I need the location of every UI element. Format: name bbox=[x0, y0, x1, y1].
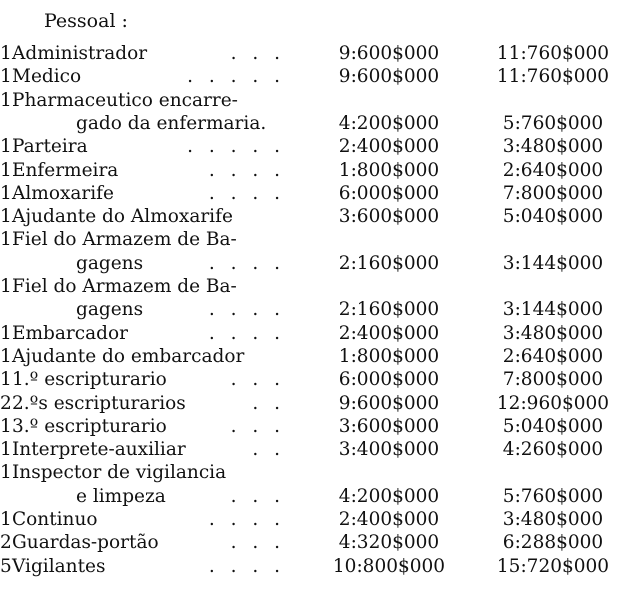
dot-leader: . . bbox=[252, 393, 280, 414]
quantity: 1 bbox=[0, 346, 12, 367]
position-description bbox=[12, 346, 280, 368]
proposed-salary: 7:800$000 bbox=[502, 369, 604, 390]
proposed-salary: 11:760$000 bbox=[496, 66, 610, 87]
position-description bbox=[12, 509, 280, 531]
proposed-salary: 3:480$000 bbox=[502, 136, 604, 157]
position-description bbox=[12, 299, 280, 321]
proposed-salary: 5:040$000 bbox=[502, 416, 604, 437]
position-label: Administrador bbox=[12, 43, 148, 64]
quantity: 1 bbox=[0, 323, 12, 344]
dot-leader bbox=[244, 346, 280, 368]
position-description bbox=[12, 253, 280, 275]
position-label: gagens bbox=[76, 299, 144, 320]
current-salary: 3:600$000 bbox=[338, 206, 440, 227]
quantity: 5 bbox=[0, 556, 12, 577]
dot-leader: . . . bbox=[230, 369, 280, 390]
current-salary: 1:800$000 bbox=[338, 346, 440, 367]
position-label: Enfermeira bbox=[12, 160, 119, 181]
position-description bbox=[12, 160, 280, 182]
current-salary: 2:160$000 bbox=[338, 253, 440, 274]
dot-leader bbox=[233, 206, 280, 228]
quantity: 1 bbox=[0, 90, 12, 111]
current-salary: 3:400$000 bbox=[338, 439, 440, 460]
proposed-salary: 3:144$000 bbox=[502, 299, 604, 320]
dot-leader: . . . . bbox=[208, 253, 280, 274]
current-salary: 9:600$000 bbox=[338, 66, 440, 87]
position-label: Inspector de vigilancia bbox=[12, 462, 227, 483]
position-description bbox=[12, 439, 280, 461]
quantity: 2 bbox=[0, 393, 12, 414]
current-salary: 2:400$000 bbox=[338, 509, 440, 530]
dot-leader: . . bbox=[252, 439, 280, 460]
proposed-salary: 3:144$000 bbox=[502, 253, 604, 274]
proposed-salary: 15:720$000 bbox=[496, 556, 610, 577]
position-description bbox=[12, 323, 280, 345]
proposed-salary: 11:760$000 bbox=[496, 43, 610, 64]
current-salary: 4:200$000 bbox=[338, 486, 440, 507]
dot-leader bbox=[226, 462, 280, 484]
proposed-salary: 2:640$000 bbox=[502, 346, 604, 367]
position-description bbox=[12, 462, 280, 484]
dot-leader: . . . . bbox=[208, 299, 280, 320]
current-salary: 3:600$000 bbox=[338, 416, 440, 437]
position-description bbox=[12, 486, 280, 508]
position-description bbox=[12, 416, 280, 438]
position-label: Almoxarife bbox=[12, 183, 114, 204]
position-label: Pharmaceutico encarre- bbox=[12, 90, 238, 111]
position-label: Medico bbox=[12, 66, 82, 87]
current-salary: 2:400$000 bbox=[338, 323, 440, 344]
proposed-salary: 12:960$000 bbox=[496, 393, 610, 414]
quantity: 1 bbox=[0, 439, 12, 460]
position-label: gagens bbox=[76, 253, 144, 274]
proposed-salary: 4:260$000 bbox=[502, 439, 604, 460]
quantity: 1 bbox=[0, 416, 12, 437]
quantity: 1 bbox=[0, 183, 12, 204]
quantity: 1 bbox=[0, 509, 12, 530]
position-description bbox=[12, 113, 280, 135]
position-label: Continuo bbox=[12, 509, 98, 530]
position-description bbox=[12, 276, 280, 298]
current-salary: 10:800$000 bbox=[332, 556, 446, 577]
dot-leader bbox=[237, 229, 280, 251]
proposed-salary: 5:760$000 bbox=[502, 113, 604, 134]
proposed-salary: 3:480$000 bbox=[502, 323, 604, 344]
position-label: Ajudante do embarcador bbox=[12, 346, 245, 367]
current-salary: 2:400$000 bbox=[338, 136, 440, 157]
quantity: 1 bbox=[0, 136, 12, 157]
dot-leader: . . . . bbox=[208, 160, 280, 181]
dot-leader bbox=[238, 90, 280, 112]
dot-leader: . . . . bbox=[208, 323, 280, 344]
current-salary: 9:600$000 bbox=[338, 43, 440, 64]
position-description bbox=[12, 183, 280, 205]
dot-leader: . . . bbox=[230, 416, 280, 437]
position-label: Embarcador bbox=[12, 323, 128, 344]
position-label: Fiel do Armazem de Ba- bbox=[12, 229, 237, 250]
dot-leader bbox=[237, 276, 280, 298]
current-salary: 4:200$000 bbox=[338, 113, 440, 134]
position-description bbox=[12, 369, 280, 391]
dot-leader: . . . . bbox=[208, 509, 280, 530]
position-label: 3.º escripturario bbox=[12, 416, 167, 437]
position-description bbox=[12, 206, 280, 228]
current-salary: 6:000$000 bbox=[338, 369, 440, 390]
position-description bbox=[12, 532, 280, 554]
quantity: 1 bbox=[0, 160, 12, 181]
dot-leader: . . . . . bbox=[187, 66, 280, 87]
dot-leader: . . . . . bbox=[187, 136, 280, 157]
current-salary: 9:600$000 bbox=[338, 393, 440, 414]
position-label: Guardas-portão bbox=[12, 532, 159, 553]
proposed-salary: 3:480$000 bbox=[502, 509, 604, 530]
position-label: e limpeza bbox=[76, 486, 166, 507]
position-label: 1.º escripturario bbox=[12, 369, 167, 390]
quantity: 1 bbox=[0, 229, 12, 250]
position-label: gado da enfermaria. bbox=[76, 113, 267, 134]
position-description bbox=[12, 90, 280, 112]
quantity: 1 bbox=[0, 66, 12, 87]
quantity: 1 bbox=[0, 43, 12, 64]
position-label: Ajudante do Almoxarife bbox=[12, 206, 233, 227]
position-description bbox=[12, 229, 280, 251]
quantity: 2 bbox=[0, 532, 12, 553]
position-label: Vigilantes bbox=[12, 556, 106, 577]
quantity: 1 bbox=[0, 369, 12, 390]
dot-leader: . . . bbox=[230, 43, 280, 64]
position-description bbox=[12, 43, 280, 65]
position-description bbox=[12, 136, 280, 158]
position-label: Interprete-auxiliar bbox=[12, 439, 186, 460]
position-label: Parteira bbox=[12, 136, 88, 157]
quantity: 1 bbox=[0, 276, 12, 297]
dot-leader bbox=[266, 113, 280, 135]
quantity: 1 bbox=[0, 462, 12, 483]
dot-leader: . . . bbox=[230, 532, 280, 553]
dot-leader: . . . bbox=[230, 486, 280, 507]
position-label: Fiel do Armazem de Ba- bbox=[12, 276, 237, 297]
proposed-salary: 5:040$000 bbox=[502, 206, 604, 227]
proposed-salary: 7:800$000 bbox=[502, 183, 604, 204]
quantity: 1 bbox=[0, 206, 12, 227]
proposed-salary: 5:760$000 bbox=[502, 486, 604, 507]
position-description bbox=[12, 556, 280, 578]
dot-leader: . . . . bbox=[208, 183, 280, 204]
dot-leader: . . . . bbox=[208, 556, 280, 577]
position-description bbox=[12, 393, 280, 415]
position-description bbox=[12, 66, 280, 88]
current-salary: 6:000$000 bbox=[338, 183, 440, 204]
proposed-salary: 6:288$000 bbox=[502, 532, 604, 553]
proposed-salary: 2:640$000 bbox=[502, 160, 604, 181]
current-salary: 1:800$000 bbox=[338, 160, 440, 181]
current-salary: 2:160$000 bbox=[338, 299, 440, 320]
current-salary: 4:320$000 bbox=[338, 532, 440, 553]
position-label: 2.ºs escripturarios bbox=[12, 393, 186, 414]
section-heading: Pessoal : bbox=[44, 10, 128, 32]
